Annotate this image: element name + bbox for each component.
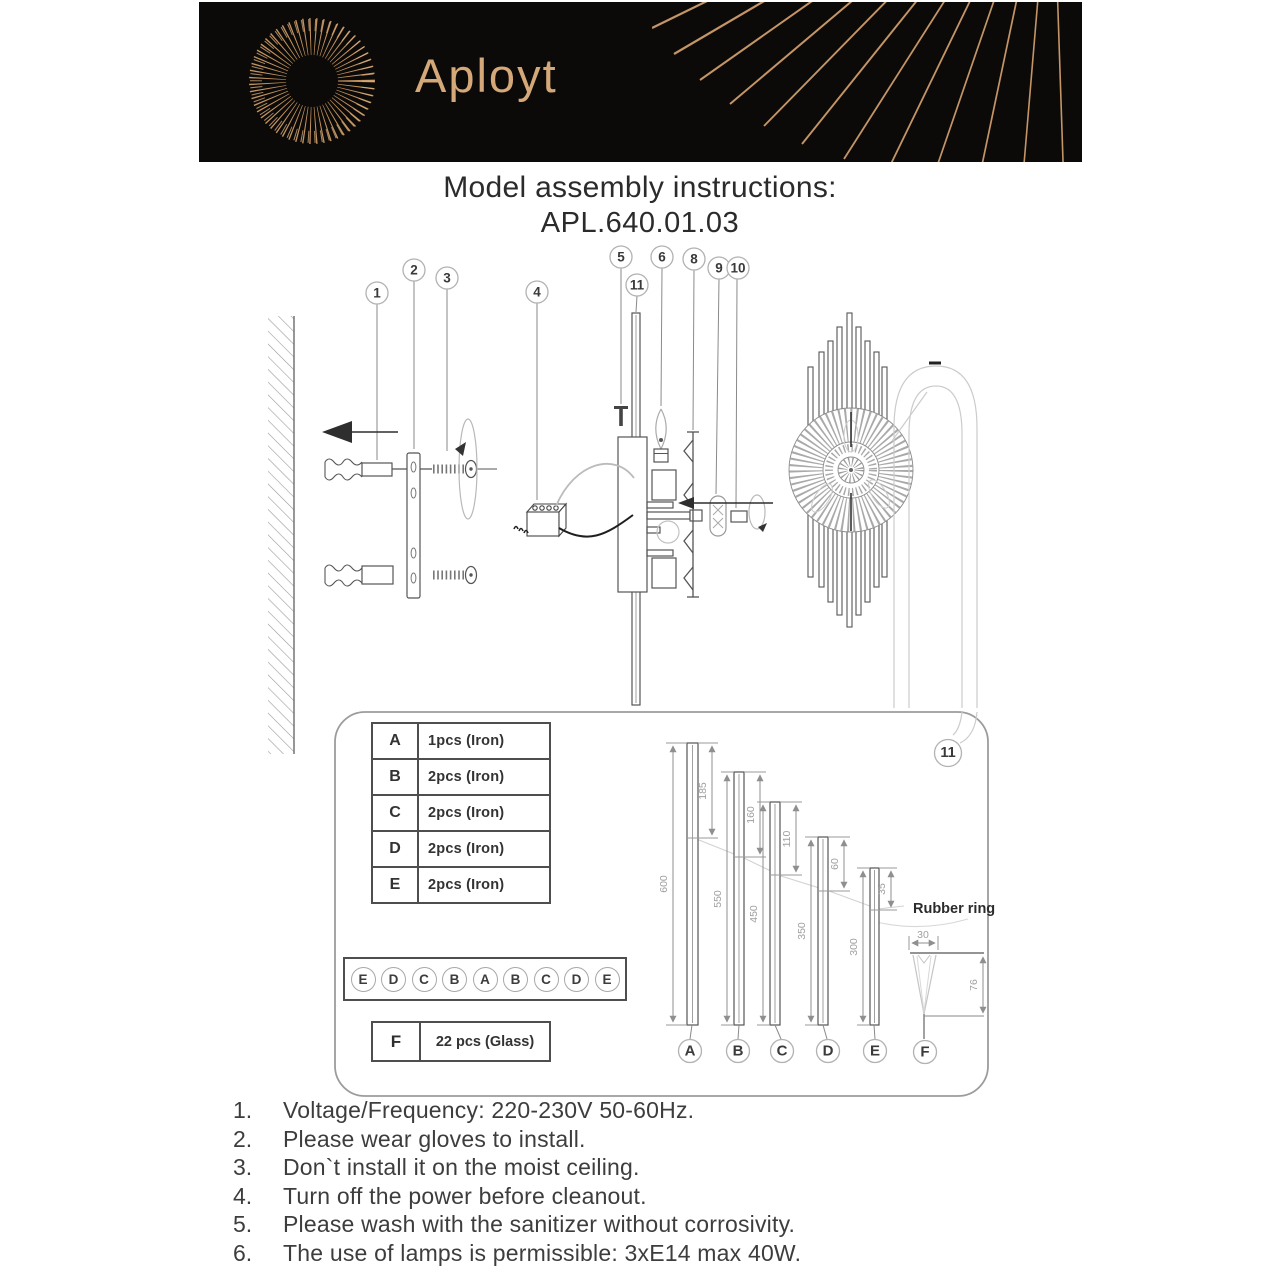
terminal-connector [514,504,566,536]
header-banner [199,2,1082,162]
zoom-leader [892,366,977,708]
rotation-indicator-right [749,495,767,532]
candle-bulb [654,409,668,462]
table-row [373,760,549,796]
item-number: 3. [233,1154,253,1181]
part-qty: 2pcs (Iron) [428,769,505,785]
wall-mount-diagram [268,259,497,754]
svg-text:B: B [732,1042,744,1060]
item-number: 1. [233,1097,253,1123]
order-letter: B [503,967,528,992]
order-letter: A [473,967,498,992]
svg-text:35: 35 [876,883,888,895]
item-text: Don`t install it on the moist ceiling. [283,1154,640,1181]
glass-parts-row [371,1021,551,1062]
part-letter: C [373,796,419,830]
svg-text:6: 6 [658,249,666,265]
svg-text:3: 3 [443,270,451,286]
svg-text:8: 8 [690,251,698,267]
svg-text:4: 4 [533,284,541,300]
item-text: Please wear gloves to install. [283,1125,586,1152]
part-letter: F [373,1023,421,1060]
clip-part [731,511,747,522]
order-letter: B [442,967,467,992]
order-letter: E [351,967,376,992]
list-item [233,1096,1063,1125]
svg-text:D: D [822,1042,834,1060]
wall-hatch [268,316,294,754]
mounting-screw-upper [433,419,497,519]
finished-lamp-diagram [789,313,977,708]
item-number: 4. [233,1182,253,1209]
svg-text:A: A [684,1042,696,1060]
part-qty: 2pcs (Iron) [428,841,505,857]
svg-text:300: 300 [848,938,860,956]
svg-text:30: 30 [917,929,929,941]
svg-text:1: 1 [373,285,381,301]
lamp-assembly-diagram [514,246,773,705]
sunburst-logo-icon [227,2,397,162]
part-letter: B [373,760,419,794]
svg-text:110: 110 [781,830,793,848]
socket-brackets [647,470,702,588]
list-item [233,1239,1063,1268]
small-screw [614,408,628,427]
direction-arrow [322,421,352,443]
table-row [373,796,549,832]
part-qty: 2pcs (Iron) [428,805,505,821]
part-letter: A [373,724,419,758]
order-letter: D [564,967,589,992]
table-row [373,868,549,902]
item-text: The use of lamps is permissible: 3xE14 max 40W. [283,1239,802,1266]
svg-text:450: 450 [748,905,760,923]
svg-text:76: 76 [968,979,980,991]
svg-text:160: 160 [745,806,757,824]
svg-text:5: 5 [617,249,625,265]
brand-name: Aployt [415,49,558,102]
rubber-ring-label: Rubber ring [913,901,996,917]
rays-decoration [652,2,1082,162]
part-qty: 2pcs (Iron) [428,877,505,893]
svg-text:550: 550 [712,890,724,908]
list-item [233,1210,1063,1239]
svg-text:11: 11 [940,745,956,761]
svg-text:350: 350 [796,922,808,940]
item-number: 2. [233,1125,253,1152]
svg-text:E: E [869,1042,881,1060]
spring-capsule [710,496,726,536]
order-letter: E [595,967,620,992]
part-letter: E [373,868,419,902]
part-qty: 1pcs (Iron) [428,733,505,749]
mounting-bracket [407,453,420,598]
table-row [373,724,549,760]
model-number: APL.640.01.03 [540,207,740,239]
order-letter: C [534,967,559,992]
item-text: Voltage/Frequency: 220-230V 50-60Hz. [283,1097,695,1123]
item-number: 6. [233,1239,253,1266]
svg-text:60: 60 [829,858,841,870]
order-letter: C [412,967,437,992]
svg-text:185: 185 [697,782,709,800]
item-text: Turn off the power before cleanout. [283,1182,647,1209]
svg-text:600: 600 [658,875,670,893]
order-letter: D [381,967,406,992]
page-title: Model assembly instructions: [443,171,837,204]
svg-text:2: 2 [410,262,418,278]
svg-text:10: 10 [730,260,746,276]
wall-anchor-lower [325,565,393,586]
list-item [233,1125,1063,1154]
svg-text:C: C [776,1042,788,1060]
svg-text:F: F [920,1043,930,1061]
part-letter: D [373,832,419,866]
item-number: 5. [233,1211,253,1238]
instruction-list [233,1096,1063,1268]
mounting-screw-lower [433,567,477,584]
insert-arrow [678,497,694,509]
parts-table [371,722,551,904]
item-text: Please wash with the sanitizer without corrosivity. [283,1211,796,1238]
list-item [233,1182,1063,1211]
svg-text:9: 9 [715,260,723,276]
assembly-order-row [343,957,627,1001]
list-item [233,1153,1063,1182]
part-qty: 22 pcs (Glass) [435,1033,535,1050]
svg-text:11: 11 [629,277,645,293]
table-row [373,832,549,868]
